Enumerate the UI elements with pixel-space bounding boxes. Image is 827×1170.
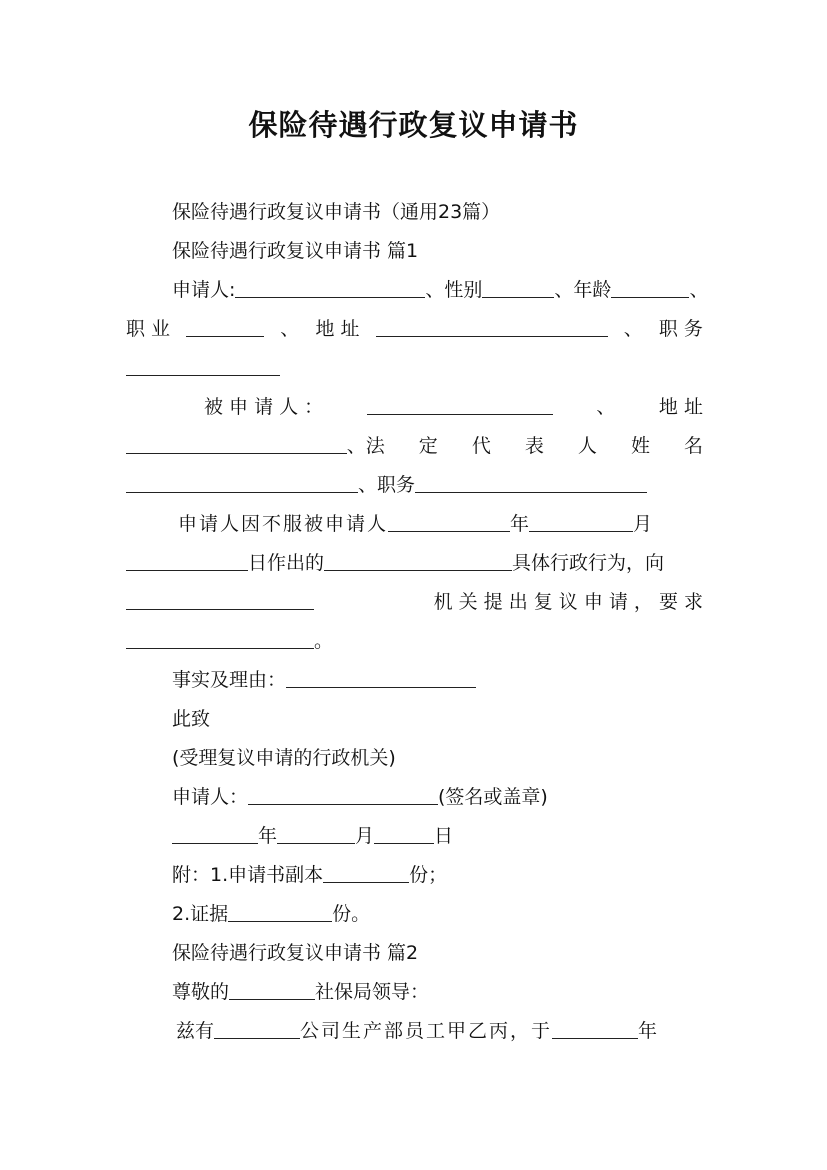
blank-age: [611, 275, 689, 298]
applicant-line: [172, 275, 708, 305]
body-line-1: [178, 509, 652, 539]
facts-label: 事实及理由：: [172, 669, 287, 691]
comma: 、: [280, 318, 300, 340]
blank-year: [388, 509, 510, 532]
signature-line: [172, 782, 548, 812]
dear-recipient: 社保局领导：: [315, 981, 430, 1003]
signature-note: (签名或盖章): [438, 786, 548, 808]
blank-organ: [126, 587, 314, 610]
blank-facts: [286, 665, 476, 688]
attachment-1: [172, 860, 447, 890]
blank-request: [126, 626, 314, 649]
body-text: 申请人因不服被申请人: [178, 513, 389, 535]
section-heading-1: 保险待遇行政复议申请书 篇1: [172, 240, 419, 262]
blank-address: [376, 314, 608, 337]
blank-day: [126, 548, 248, 571]
attachment-label: 2.证据: [172, 903, 229, 925]
month-label: 月: [633, 513, 653, 535]
blank-legal-rep: [126, 470, 358, 493]
comma: 、: [689, 279, 709, 301]
body-text: 公司生产部员工甲乙丙，于: [300, 1020, 553, 1042]
body-line-last: [176, 1016, 657, 1046]
job-label: 职 业: [126, 318, 171, 340]
dear-label: 尊敬的: [172, 981, 230, 1003]
blank-post: [126, 353, 280, 376]
comma: 、: [346, 435, 366, 457]
attachment-unit: 份；: [409, 864, 448, 886]
legal-rep-line: [126, 431, 717, 461]
blank-respondent: [367, 392, 553, 415]
receiving-organ: (受理复议申请的行政机关): [172, 747, 396, 769]
blank-company: [214, 1016, 300, 1039]
post-label-2: 、职务: [358, 474, 416, 496]
blank-date-year: [172, 821, 258, 844]
body-text: 具体行政行为，向: [512, 552, 665, 574]
legal-rep-blank-line: [126, 470, 647, 500]
document-title: 保险待遇行政复议申请书: [248, 108, 579, 142]
address-label-2: 地 址: [658, 396, 703, 418]
applicant-label: 申请人:: [172, 279, 236, 301]
facts-line: [172, 665, 476, 695]
blank-signature: [248, 782, 438, 805]
post-label: 职 务: [658, 318, 703, 340]
signature-label: 申请人：: [172, 786, 249, 808]
blank-evidence: [228, 899, 332, 922]
body-text: 兹有: [176, 1020, 215, 1042]
attachment-label: 附：1.申请书副本: [172, 864, 324, 886]
year-label: 年: [638, 1020, 658, 1042]
body-text: 机 关 提 出 复 议 申 请 ， 要 求: [433, 591, 703, 613]
blank-address-2: [126, 431, 347, 454]
comma: 、: [623, 318, 643, 340]
body-line-4: [126, 626, 333, 656]
age-label: 、年龄: [554, 279, 612, 301]
blank-decision: [324, 548, 512, 571]
year-label: 年: [510, 513, 530, 535]
year-label: 年: [258, 825, 278, 847]
body-text: 日作出的: [248, 552, 325, 574]
address-label: 地 址: [315, 318, 360, 340]
attachment-unit: 份。: [332, 903, 371, 925]
body-line-3: [126, 587, 703, 617]
attachment-2: [172, 899, 370, 929]
respondent-line: [204, 392, 703, 422]
sex-label: 、性别: [425, 279, 483, 301]
month-label: 月: [355, 825, 375, 847]
blank-date-month: [277, 821, 355, 844]
dear-line: [172, 977, 429, 1007]
blank-job: [186, 314, 264, 337]
subtitle: 保险待遇行政复议申请书（通用23篇）: [172, 201, 501, 223]
legal-rep-label: 法 定 代 表 人 姓 名: [365, 435, 717, 457]
period: 。: [314, 630, 334, 652]
post-blank-line: [126, 353, 280, 383]
blank-date-day: [374, 821, 434, 844]
blank-copies: [323, 860, 409, 883]
comma: 、: [596, 396, 616, 418]
occupation-line: [126, 314, 703, 344]
section-heading-2: 保险待遇行政复议申请书 篇2: [172, 942, 419, 964]
day-label: 日: [434, 825, 454, 847]
blank-sex: [482, 275, 554, 298]
blank-year-2: [552, 1016, 638, 1039]
respondent-label: 被 申 请 人 ：: [204, 396, 324, 418]
blank-month: [529, 509, 633, 532]
blank-bureau: [229, 977, 315, 1000]
blank-post-2: [415, 470, 647, 493]
blank-applicant: [235, 275, 425, 298]
body-line-2: [126, 548, 664, 578]
salutation-cizhi: 此致: [172, 708, 211, 730]
date-line: [172, 821, 453, 851]
